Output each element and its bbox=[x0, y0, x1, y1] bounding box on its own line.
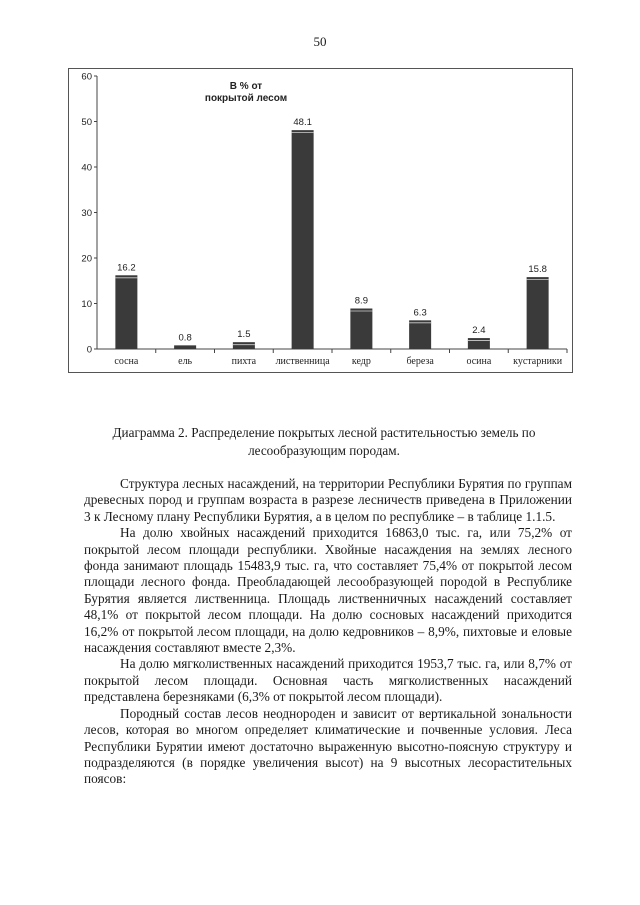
x-tick-label: лиственница bbox=[275, 356, 330, 367]
bar-сосна bbox=[115, 275, 137, 349]
x-tick-label: кедр bbox=[351, 356, 371, 367]
data-label: 8.9 bbox=[354, 295, 368, 307]
x-tick-label: береза bbox=[406, 356, 434, 367]
data-label: 48.1 bbox=[293, 117, 312, 129]
x-tick-label: кустарники bbox=[513, 356, 563, 367]
bar-береза bbox=[409, 320, 431, 349]
chart-border bbox=[69, 69, 573, 373]
data-label: 16.2 bbox=[117, 262, 136, 274]
bar-кедр bbox=[350, 309, 372, 349]
body-text bbox=[84, 476, 572, 788]
paragraph-softwood: На долю мягколиственных насаждений приходится 1953,7 тыс. га, или 8,7% от покрытой лесом площади. Основная часть мягколиственных насаждений представлена березняками (6,3% от покрытой лесом площади). bbox=[84, 656, 572, 705]
x-tick-label: сосна bbox=[114, 356, 139, 367]
y-tick-label: 0 bbox=[86, 344, 92, 356]
bar-осина bbox=[468, 338, 490, 349]
y-tick-label: 60 bbox=[81, 71, 92, 83]
bar-лиственница bbox=[292, 130, 314, 349]
data-label: 15.8 bbox=[528, 264, 547, 276]
paragraph-composition: Породный состав лесов неоднороден и зависит от вертикальной зональности лесов, которая во многом определяет климатические и почвенные условия. Леса Республики Бурятии имеют достаточно выраженную высотно-поясную структуру и подразделяются (в порядке увеличения высот) на 9 высотных лесорастительных поясов: bbox=[84, 705, 572, 787]
chart-svg bbox=[68, 68, 573, 373]
bar-кустарники bbox=[527, 277, 549, 349]
bar-пихта bbox=[233, 342, 255, 349]
y-tick-label: 40 bbox=[81, 162, 92, 174]
chart-title: В % от покрытой лесом bbox=[204, 81, 288, 104]
bar-chart bbox=[68, 68, 573, 373]
bar-ель bbox=[174, 345, 196, 349]
data-label: 2.4 bbox=[472, 325, 486, 337]
y-tick-label: 10 bbox=[81, 299, 92, 310]
page-number: 50 bbox=[313, 34, 327, 49]
x-tick-label: осина bbox=[466, 356, 492, 367]
x-tick-label: ель bbox=[178, 356, 193, 367]
x-tick-label: пихта bbox=[231, 356, 257, 367]
chart-caption: Диаграмма 2. Распределение покрытых лесной растительностью земель по лесообразующим породам. bbox=[112, 425, 536, 458]
paragraph-structure: Структура лесных насаждений, на территории Республики Бурятия по группам древесных пород и группам возраста в разрезе лесничеств приведена в Приложении 3 к Лесному плану Республики Бурятия, а в целом по республике – в таблице 1.1.5. bbox=[84, 476, 572, 524]
paragraph-conifers: На долю хвойных насаждений приходится 16863,0 тыс. га, или 75,2% от покрытой лесом площади республики. Хвойные насаждения на землях лесного фонда занимают площадь 15483,9 тыс. га, что составляет 75,4% от покрытой лесом площади лесного фонда. Преобладающей лесообразующей породой в Республике Бурятия является лиственница. Площадь лиственничных насаждений составляет 48,1% от покрытой лесом площади. На долю сосновых насаждений приходится 16,2% от покрытой лесом площади, на долю кедровников – 8,9%, пихтовые и еловые насаждения составляют вместе 2,3%. bbox=[84, 525, 572, 656]
y-tick-label: 20 bbox=[81, 253, 92, 265]
y-tick-label: 30 bbox=[81, 208, 92, 219]
y-tick-label: 50 bbox=[81, 117, 92, 128]
data-label: 6.3 bbox=[413, 307, 427, 319]
data-label: 1.5 bbox=[237, 329, 251, 341]
data-label: 0.8 bbox=[178, 332, 192, 344]
